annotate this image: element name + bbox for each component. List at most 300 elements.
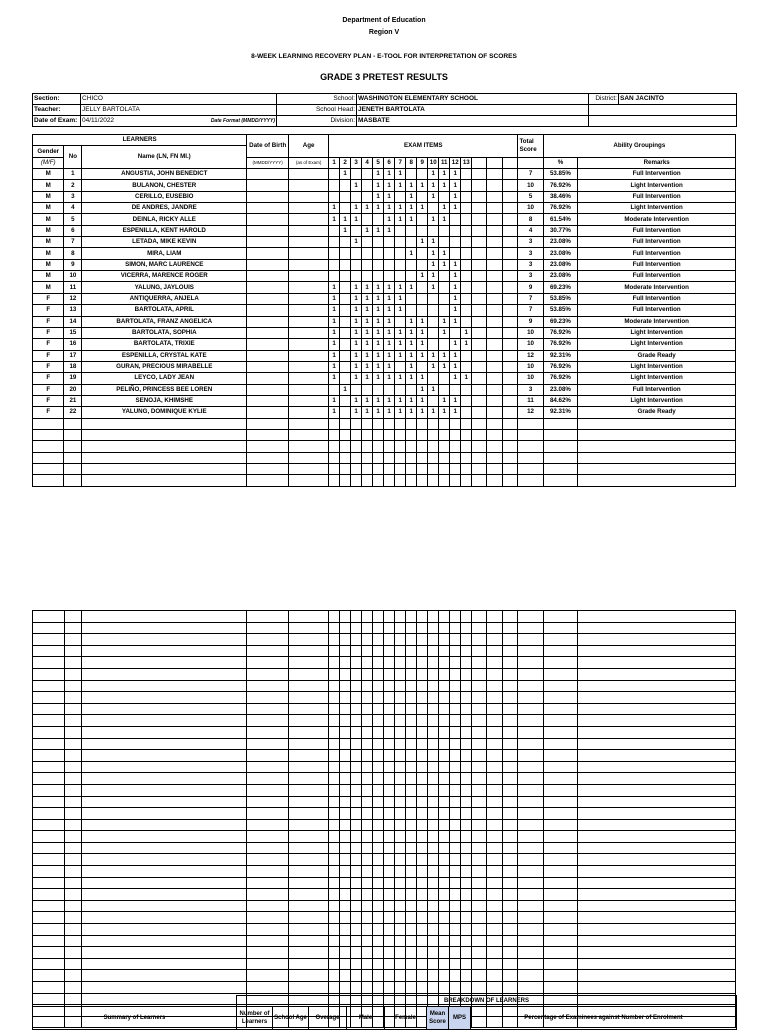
table-row <box>33 180 736 191</box>
item-blank-cell <box>486 225 502 236</box>
item-cell <box>329 259 340 270</box>
empty-cell <box>578 831 736 843</box>
empty-cell <box>406 761 417 773</box>
item-blank-cell <box>472 259 487 270</box>
no-cell: 19 <box>64 373 82 384</box>
empty-cell <box>439 475 450 486</box>
gender-cell: M <box>33 191 64 202</box>
empty-cell <box>450 692 461 704</box>
item-cell: 1 <box>329 407 340 418</box>
no-cell: 2 <box>64 180 82 191</box>
percent-cell: 92.31% <box>543 350 578 361</box>
empty-cell <box>247 935 289 947</box>
empty-cell <box>33 441 64 452</box>
item-cell: 1 <box>395 203 406 214</box>
item-cell <box>351 225 362 236</box>
empty-cell <box>578 726 736 738</box>
empty-cell <box>340 819 351 831</box>
empty-cell <box>406 692 417 704</box>
empty-cell <box>439 808 450 820</box>
empty-cell <box>373 692 384 704</box>
name-cell: BARTOLATA, SOPHIA <box>82 327 247 338</box>
empty-cell <box>486 750 502 762</box>
empty-cell <box>289 750 329 762</box>
table-row <box>33 373 736 384</box>
empty-cell <box>64 970 82 982</box>
item-cell: 1 <box>428 214 439 225</box>
item-cell: 1 <box>439 248 450 259</box>
empty-cell <box>486 680 502 692</box>
item-cell: 1 <box>351 350 362 361</box>
age-cell <box>289 373 329 384</box>
empty-cell <box>578 761 736 773</box>
empty-cell <box>472 726 487 738</box>
empty-cell <box>518 463 543 474</box>
empty-cell <box>428 750 439 762</box>
age-cell <box>289 237 329 248</box>
item-cell: 1 <box>439 169 450 180</box>
empty-cell <box>518 680 543 692</box>
empty-cell <box>329 692 340 704</box>
empty-cell <box>82 692 247 704</box>
empty-row <box>33 680 736 692</box>
item-blank-cell <box>486 169 502 180</box>
item-cell: 1 <box>428 271 439 282</box>
empty-cell <box>461 475 472 486</box>
empty-cell <box>472 429 487 440</box>
empty-row <box>33 854 736 866</box>
item-cell <box>340 248 351 259</box>
empty-cell <box>362 924 373 936</box>
empty-cell <box>439 889 450 901</box>
empty-cell <box>578 982 736 994</box>
empty-cell <box>417 418 428 429</box>
item-cell: 1 <box>329 214 340 225</box>
empty-cell <box>395 715 406 727</box>
empty-cell <box>486 831 502 843</box>
item-cell: 1 <box>373 350 384 361</box>
empty-cell <box>417 622 428 634</box>
empty-cell <box>362 463 373 474</box>
empty-cell <box>64 441 82 452</box>
item-cell <box>428 225 439 236</box>
empty-cell <box>289 657 329 669</box>
empty-cell <box>384 935 395 947</box>
empty-cell <box>450 418 461 429</box>
percent-cell: 76.92% <box>543 180 578 191</box>
empty-cell <box>502 808 518 820</box>
empty-cell <box>428 634 439 646</box>
item-number-header: 1 <box>329 157 340 168</box>
empty-cell <box>384 889 395 901</box>
empty-cell <box>578 680 736 692</box>
item-cell: 1 <box>395 305 406 316</box>
remarks-cell: Light Intervention <box>578 373 736 384</box>
empty-cell <box>64 773 82 785</box>
empty-cell <box>406 622 417 634</box>
empty-cell <box>472 761 487 773</box>
empty-cell <box>450 668 461 680</box>
item-cell <box>340 339 351 350</box>
item-cell <box>406 271 417 282</box>
empty-cell <box>417 773 428 785</box>
empty-cell <box>406 657 417 669</box>
dob-cell <box>247 327 289 338</box>
name-cell: YALUNG, DOMINIQUE KYLIE <box>82 407 247 418</box>
empty-cell <box>428 900 439 912</box>
empty-cell <box>518 657 543 669</box>
empty-cell <box>543 452 578 463</box>
item-cell <box>329 271 340 282</box>
empty-cell <box>502 475 518 486</box>
empty-cell <box>439 773 450 785</box>
empty-cell <box>472 900 487 912</box>
empty-cell <box>373 866 384 878</box>
empty-cell <box>329 726 340 738</box>
empty-cell <box>373 982 384 994</box>
empty-cell <box>329 970 340 982</box>
empty-cell <box>428 958 439 970</box>
item-cell <box>428 316 439 327</box>
percent-cell: 76.92% <box>543 339 578 350</box>
item-cell: 1 <box>450 373 461 384</box>
item-blank-cell <box>502 327 518 338</box>
item-cell <box>461 214 472 225</box>
empty-cell <box>395 784 406 796</box>
empty-cell <box>247 761 289 773</box>
empty-cell <box>33 750 65 762</box>
percent-cell: 38.46% <box>543 191 578 202</box>
dob-cell <box>247 407 289 418</box>
item-blank-cell <box>472 407 487 418</box>
remarks-cell: Light Intervention <box>578 180 736 191</box>
empty-cell <box>247 784 289 796</box>
empty-cell <box>578 773 736 785</box>
empty-cell <box>450 877 461 889</box>
name-header: Name (LN, FN MI.) <box>82 146 247 169</box>
item-cell <box>384 248 395 259</box>
empty-cell <box>472 773 487 785</box>
no-cell: 17 <box>64 350 82 361</box>
empty-row <box>33 726 736 738</box>
empty-cell <box>486 877 502 889</box>
empty-cell <box>395 463 406 474</box>
dob-cell <box>247 339 289 350</box>
ability-header: Ability Groupings <box>543 135 735 158</box>
empty-cell <box>329 463 340 474</box>
item-cell: 1 <box>439 180 450 191</box>
empty-cell <box>518 441 543 452</box>
percent-cell: 53.85% <box>543 305 578 316</box>
exam-items-header: EXAM ITEMS <box>329 135 518 158</box>
item-cell: 1 <box>395 373 406 384</box>
item-blank-cell <box>502 316 518 327</box>
empty-cell <box>362 761 373 773</box>
empty-cell <box>247 808 289 820</box>
empty-cell <box>578 889 736 901</box>
no-cell: 8 <box>64 248 82 259</box>
item-blank-cell <box>502 180 518 191</box>
item-cell <box>461 293 472 304</box>
empty-cell <box>502 900 518 912</box>
empty-cell <box>502 692 518 704</box>
percent-cell: 69.23% <box>543 316 578 327</box>
item-cell <box>362 180 373 191</box>
item-cell <box>439 384 450 395</box>
item-cell <box>417 282 428 293</box>
total-cell: 8 <box>518 214 543 225</box>
empty-cell <box>518 703 543 715</box>
empty-cell <box>486 808 502 820</box>
empty-cell <box>64 889 82 901</box>
empty-cell <box>289 866 329 878</box>
item-cell: 1 <box>362 282 373 293</box>
item-cell: 1 <box>384 191 395 202</box>
empty-cell <box>417 634 428 646</box>
empty-cell <box>518 726 543 738</box>
empty-cell <box>340 900 351 912</box>
empty-cell <box>395 935 406 947</box>
item-cell <box>373 214 384 225</box>
empty-cell <box>33 912 65 924</box>
item-blank-cell <box>472 203 487 214</box>
name-cell: SIMON, MARC LAURENCE <box>82 259 247 270</box>
item-cell: 1 <box>439 316 450 327</box>
empty-cell <box>329 912 340 924</box>
empty-cell <box>543 970 578 982</box>
empty-cell <box>384 819 395 831</box>
item-cell: 1 <box>384 350 395 361</box>
empty-cell <box>428 784 439 796</box>
item-cell <box>417 293 428 304</box>
empty-cell <box>247 912 289 924</box>
gender-subheader: (M/F) <box>33 157 64 168</box>
empty-cell <box>461 750 472 762</box>
name-cell: ESPENILLA, CRYSTAL KATE <box>82 350 247 361</box>
empty-cell <box>472 842 487 854</box>
empty-cell <box>33 668 65 680</box>
empty-cell <box>486 738 502 750</box>
no-cell: 1 <box>64 169 82 180</box>
item-cell: 1 <box>351 293 362 304</box>
no-cell: 13 <box>64 305 82 316</box>
empty-cell <box>351 831 362 843</box>
empty-cell <box>289 854 329 866</box>
empty-cell <box>502 715 518 727</box>
item-blank-cell <box>472 339 487 350</box>
item-cell: 1 <box>406 203 417 214</box>
empty-cell <box>362 441 373 452</box>
empty-cell <box>578 668 736 680</box>
empty-cell <box>64 463 82 474</box>
empty-cell <box>486 657 502 669</box>
empty-cell <box>439 912 450 924</box>
empty-cell <box>33 429 64 440</box>
empty-cell <box>406 750 417 762</box>
total-score-header: Total Score <box>518 135 543 158</box>
date-value <box>81 116 277 127</box>
item-blank-header <box>486 157 502 168</box>
item-cell: 1 <box>450 169 461 180</box>
learners-count-header: Number of Learners <box>237 1007 273 1030</box>
empty-cell <box>329 924 340 936</box>
empty-cell <box>373 935 384 947</box>
percent-cell: 92.31% <box>543 407 578 418</box>
empty-cell <box>373 842 384 854</box>
empty-cell <box>64 808 82 820</box>
empty-cell <box>502 958 518 970</box>
gender-cell: M <box>33 169 64 180</box>
empty-cell <box>406 475 417 486</box>
item-cell: 1 <box>351 316 362 327</box>
item-cell <box>406 305 417 316</box>
item-number-header: 6 <box>384 157 395 168</box>
empty-cell <box>439 692 450 704</box>
name-cell: BARTOLATA, APRIL <box>82 305 247 316</box>
empty-cell <box>362 645 373 657</box>
empty-cell <box>247 668 289 680</box>
empty-cell <box>373 668 384 680</box>
item-cell <box>395 237 406 248</box>
table-row <box>33 316 736 327</box>
empty-cell <box>417 611 428 623</box>
empty-cell <box>461 784 472 796</box>
empty-cell <box>518 854 543 866</box>
total-cell: 7 <box>518 305 543 316</box>
item-cell <box>428 327 439 338</box>
empty-cell <box>82 715 247 727</box>
empty-cell <box>450 912 461 924</box>
item-cell: 1 <box>351 327 362 338</box>
empty-cell <box>395 692 406 704</box>
empty-cell <box>406 970 417 982</box>
name-cell: GURAN, PRECIOUS MIRABELLE <box>82 361 247 372</box>
item-number-header: 2 <box>340 157 351 168</box>
empty-cell <box>543 842 578 854</box>
empty-cell <box>373 738 384 750</box>
item-cell <box>329 191 340 202</box>
empty-cell <box>289 877 329 889</box>
empty-cell <box>543 889 578 901</box>
item-blank-cell <box>502 373 518 384</box>
empty-cell <box>329 900 340 912</box>
empty-cell <box>373 418 384 429</box>
total-cell: 3 <box>518 237 543 248</box>
empty-row <box>33 761 736 773</box>
dob-header: Date of Birth <box>247 135 289 158</box>
empty-cell <box>395 738 406 750</box>
empty-cell <box>461 808 472 820</box>
empty-row <box>33 796 736 808</box>
empty-cell <box>384 692 395 704</box>
item-blank-cell <box>502 271 518 282</box>
empty-cell <box>384 877 395 889</box>
empty-cell <box>362 418 373 429</box>
learners-header: LEARNERS <box>33 135 247 146</box>
empty-cell <box>395 877 406 889</box>
section-value: CHICO <box>81 94 277 105</box>
item-cell <box>406 293 417 304</box>
empty-cell <box>395 947 406 959</box>
percentage-header: Percentage of Examinees against Number of Enrolment <box>471 1007 737 1030</box>
item-cell: 1 <box>340 225 351 236</box>
empty-cell <box>64 475 82 486</box>
empty-cell <box>362 452 373 463</box>
empty-cell <box>362 831 373 843</box>
empty-cell <box>373 958 384 970</box>
empty-cell <box>247 877 289 889</box>
empty-cell <box>461 877 472 889</box>
percent-cell: 76.92% <box>543 361 578 372</box>
table-row <box>33 214 736 225</box>
item-blank-cell <box>486 191 502 202</box>
empty-cell <box>247 958 289 970</box>
empty-cell <box>351 657 362 669</box>
empty-cell <box>384 657 395 669</box>
empty-cell <box>351 750 362 762</box>
empty-cell <box>486 645 502 657</box>
item-cell <box>329 180 340 191</box>
item-cell: 1 <box>384 361 395 372</box>
empty-cell <box>384 475 395 486</box>
empty-cell <box>373 726 384 738</box>
item-cell <box>450 248 461 259</box>
empty-cell <box>351 611 362 623</box>
empty-cell <box>578 819 736 831</box>
empty-cell <box>384 842 395 854</box>
item-blank-cell <box>472 225 487 236</box>
empty-cell <box>439 738 450 750</box>
empty-cell <box>439 452 450 463</box>
remarks-cell: Full Intervention <box>578 248 736 259</box>
empty-cell <box>247 429 289 440</box>
empty-cell <box>543 475 578 486</box>
empty-cell <box>472 982 487 994</box>
empty-cell <box>395 703 406 715</box>
empty-cell <box>247 463 289 474</box>
empty-cell <box>406 854 417 866</box>
empty-cell <box>417 429 428 440</box>
item-cell: 1 <box>417 350 428 361</box>
empty-cell <box>329 854 340 866</box>
empty-row <box>33 947 736 959</box>
item-cell: 1 <box>395 339 406 350</box>
empty-cell <box>406 429 417 440</box>
item-cell: 1 <box>362 293 373 304</box>
empty-cell <box>502 452 518 463</box>
empty-cell <box>340 854 351 866</box>
item-cell: 1 <box>428 248 439 259</box>
empty-cell <box>417 842 428 854</box>
remarks-cell: Full Intervention <box>578 293 736 304</box>
empty-cell <box>395 645 406 657</box>
empty-cell <box>450 947 461 959</box>
empty-row <box>33 750 736 762</box>
empty-cell <box>406 842 417 854</box>
item-cell: 1 <box>428 259 439 270</box>
empty-cell <box>406 958 417 970</box>
empty-cell <box>502 842 518 854</box>
item-blank-cell <box>472 305 487 316</box>
item-cell <box>461 384 472 395</box>
empty-row <box>33 900 736 912</box>
age-cell <box>289 293 329 304</box>
empty-cell <box>417 900 428 912</box>
empty-cell <box>340 715 351 727</box>
item-cell: 1 <box>373 361 384 372</box>
item-cell: 1 <box>329 350 340 361</box>
item-cell: 1 <box>373 282 384 293</box>
